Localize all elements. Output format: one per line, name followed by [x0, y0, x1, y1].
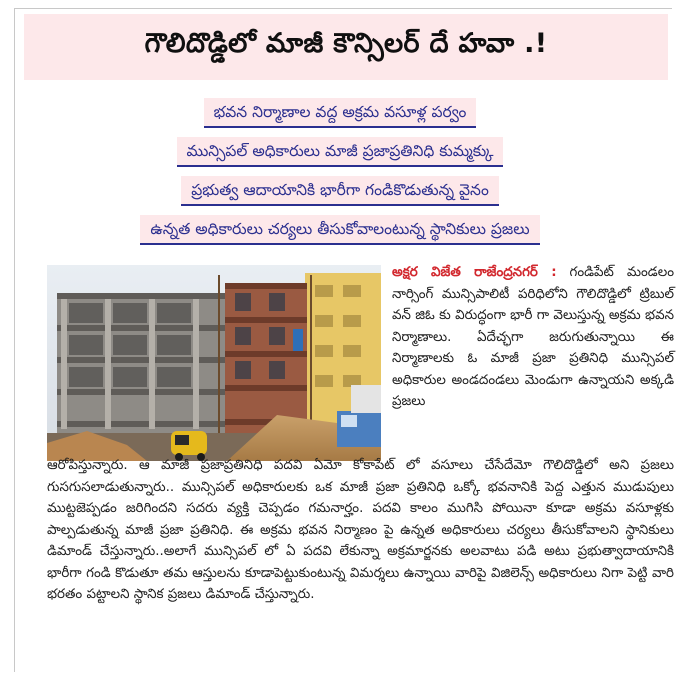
top-rule: [14, 8, 672, 9]
article-intro: గండిపేట్ మండలం నార్సింగ్ మున్సిపాలిటీ పరిధిలోని గౌలిదొడ్డిలో ట్రిబుల్ వన్ జిఓ కు విరుద్ధంగా భారీ గా వెలుస్తున్న అక్రమ భవన నిర్మాణాలు. ఏదేచ్ఛగా జరుగుతున్నాయి ఈ నిర్మాణాలకు ఓ మాజీ ప్రజా ప్రతినిధి మున్సిపల్ అధికారుల అండదండలు మెండుగా ఉన్నాయని అక్కడి ప్రజలు: [392, 265, 674, 409]
subheading-2: [0, 137, 680, 167]
article-body: ఆరోపిస్తున్నారు. ఆ మాజీ ప్రజాప్రతినిధి పదవి ఏమో కోకాపేట్ లో వసూలు చేసేదేమో గౌలిదొడ్డిలో అని ప్రజలు గుసగుసలాడుతున్నారు.. మున్సిపల్ అధికారులకు ఒక మాజీ ప్రజా ప్రతినిధి ఒక్కో భవనానికి పెద్ద ఎత్తున ముడుపులు ముట్టజెప్పడం జరిగిందని సదరు వ్యక్తి చెప్పడం గమనార్హం. పదవి కాలం ముగిసి పోయినా కూడా అక్రమ వసూళ్లకు పాల్పడుతున్న మాజీ ప్రజా ప్రతినిధి. ఈ అక్రమ భవన నిర్మాణం పై ఉన్నత అధికారులు చర్యలు తీసుకోవాలని స్థానికులు డిమాండ్ చేస్తున్నారు..అలాగే మున్సిపల్ లో ఏ పదవి లేకున్నా అక్రమార్జనకు అలవాటు పడి అటు ప్రభుత్వాదాయానికి భారీగా గండి కొడుతూ తమ ఆస్తులను కూడాపెట్టుకుంటున్న విమర్శలు ఉన్నాయి వారిపై విజిలెన్స్ అధికారులు నిగా పెట్టి వారి భరతం పట్టాలని స్థానిక ప్రజలు డిమాండ్ చేస్తున్నారు.: [47, 458, 674, 602]
subheading-1-text: భవన నిర్మాణాల వద్ద అక్రమ వసూళ్ల పర్వం: [204, 98, 477, 128]
byline: అక్షర విజేత రాజేంద్రనగర్ :: [392, 265, 557, 280]
article-column: [392, 262, 674, 413]
subheading-4: [0, 215, 680, 245]
subheading-4-text: ఉన్నత అధికారులు చర్యలు తీసుకోవాలంటున్న స్థానికులు ప్రజలు: [140, 215, 539, 245]
subheading-2-text: మున్సిపల్ అధికారులు మాజీ ప్రజాప్రతినిధి కుమ్మక్కు: [177, 137, 504, 167]
subheading-3: [0, 176, 680, 206]
headline-banner: [24, 14, 668, 80]
construction-photo: [47, 265, 381, 461]
headline: గౌలిదొడ్డిలో మాజీ కౌన్సిలర్ దే హవా .!: [144, 28, 548, 59]
subheading-1: [0, 98, 680, 128]
subheading-3-text: ప్రభుత్వ ఆదాయానికి భారీగా గండికొడుతున్న వైనం: [181, 176, 499, 206]
subheadings: [0, 98, 680, 254]
